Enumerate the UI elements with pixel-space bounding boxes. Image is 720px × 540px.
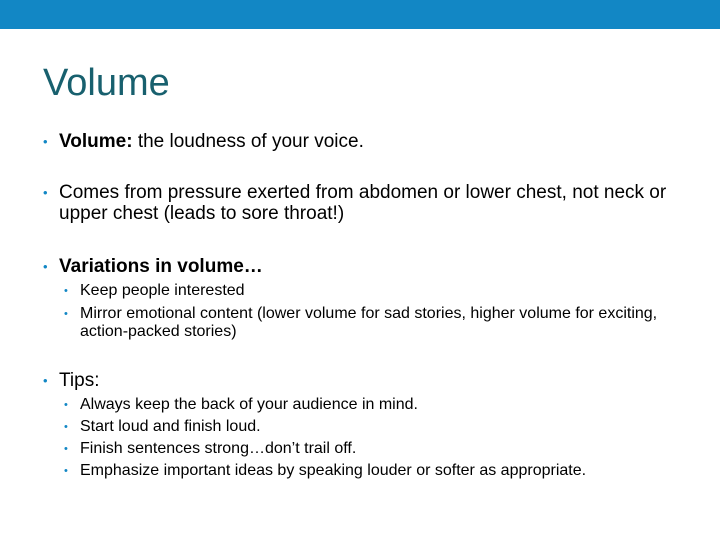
sub-bullet-text: Emphasize important ideas by speaking louder or softer as appropriate. bbox=[80, 462, 587, 479]
sub-bullet-text: Always keep the back of your audience in mind. bbox=[80, 396, 418, 413]
sub-bullet-text: Start loud and finish loud. bbox=[80, 418, 261, 435]
sub-bullet-tip-1 bbox=[64, 396, 674, 414]
sub-bullet-marker: • bbox=[64, 285, 68, 297]
bullet-volume-source bbox=[43, 182, 683, 224]
sub-bullet-marker: • bbox=[64, 421, 68, 433]
bullet-marker: • bbox=[43, 373, 48, 388]
sub-bullet-marker: • bbox=[64, 399, 68, 411]
sub-bullet-marker: • bbox=[64, 443, 68, 455]
bullet-text bbox=[59, 131, 683, 152]
bullet-text: Variations in volume… bbox=[59, 256, 263, 277]
bullet-text: Tips: bbox=[59, 370, 100, 391]
sub-bullet-keep-interested bbox=[64, 282, 674, 300]
bullet-marker: • bbox=[43, 134, 48, 149]
sub-bullet-text: Keep people interested bbox=[80, 282, 245, 299]
sub-bullet-mirror-emotion bbox=[64, 305, 674, 341]
bullet-volume-definition bbox=[43, 131, 683, 152]
sub-bullet-text: Finish sentences strong…don’t trail off. bbox=[80, 440, 357, 457]
bullet-tips bbox=[43, 370, 683, 391]
bullet-definition-text: the loudness of your voice. bbox=[132, 131, 364, 152]
bullet-marker: • bbox=[43, 185, 48, 200]
bullet-text: Comes from pressure exerted from abdomen or lower chest, not neck or upper chest (leads to sore throat!) bbox=[59, 182, 667, 224]
slide-title: Volume bbox=[43, 62, 170, 104]
sub-bullet-tip-2 bbox=[64, 418, 674, 436]
sub-bullet-marker: • bbox=[64, 465, 68, 477]
bullet-marker: • bbox=[43, 259, 48, 274]
bullet-variations bbox=[43, 256, 683, 277]
sub-bullet-tip-3 bbox=[64, 440, 674, 458]
sub-bullet-marker: • bbox=[64, 308, 68, 320]
header-accent-bar bbox=[0, 0, 720, 29]
sub-bullet-tip-4 bbox=[64, 462, 674, 480]
sub-bullet-text: Mirror emotional content (lower volume for sad stories, higher volume for exciting, action-packed stories) bbox=[80, 305, 658, 340]
bullet-bold-term: Volume: bbox=[59, 131, 133, 152]
